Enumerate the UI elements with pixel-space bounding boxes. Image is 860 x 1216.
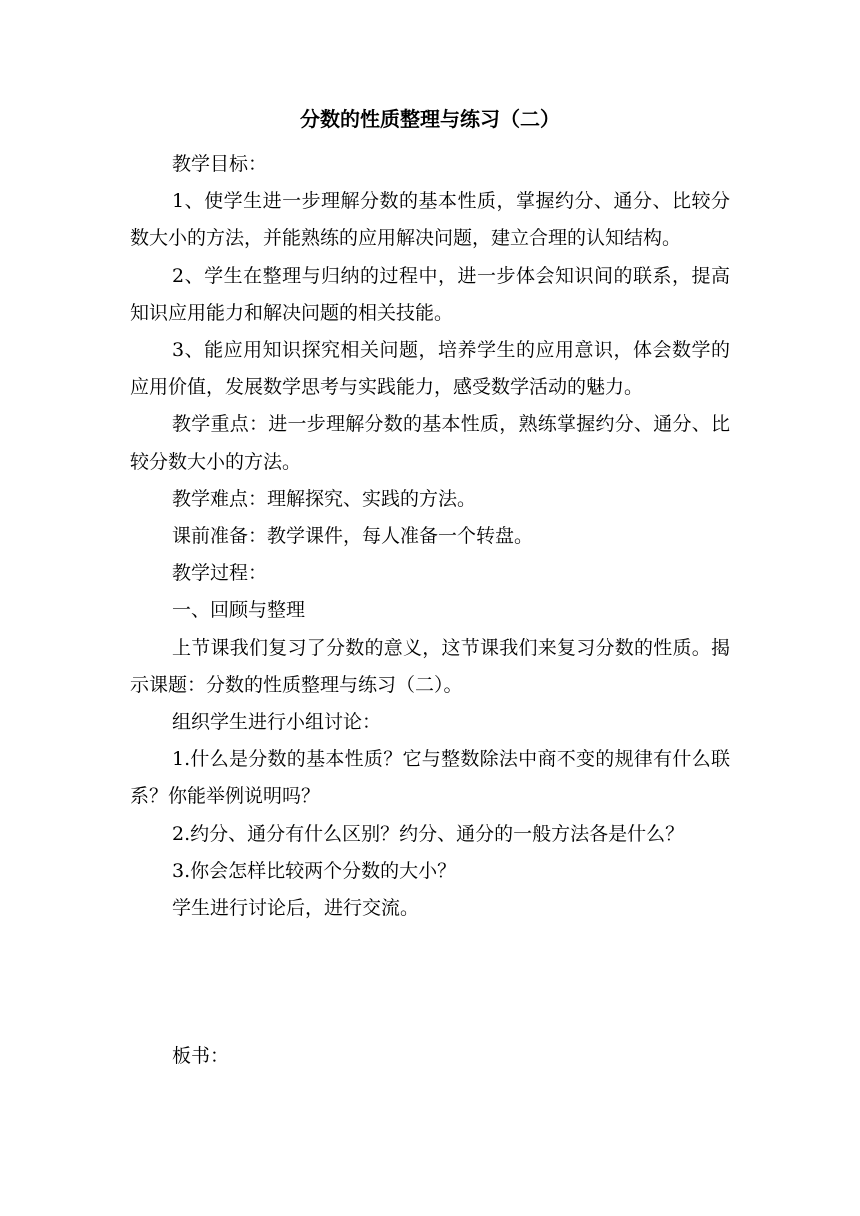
paragraph-objectives-heading: 教学目标： [172,153,268,175]
paragraph-discussion-heading: 组织学生进行小组讨论： [172,711,382,734]
paragraph-exchange: 学生进行讨论后，进行交流。 [172,897,420,920]
document-body [130,146,730,1075]
paragraph-objective-2: 2、学生在整理与归纳的过程中，进一步体会知识间的联系，提高知识应用能力和解决问题的相关技能。 [130,264,730,324]
paragraph-objective-1: 1、使学生进一步理解分数的基本性质，掌握约分、通分、比较分数大小的方法，并能熟练的应用解决问题，建立合理的认知结构。 [130,190,730,250]
paragraph-preparation: 课前准备：教学课件，每人准备一个转盘。 [172,525,534,548]
paragraph-intro: 上节课我们复习了分数的意义，这节课我们来复习分数的性质。揭示课题：分数的性质整理与练习（二）。 [130,636,730,696]
blank-space [130,927,730,1038]
paragraph-question-2: 2.约分、通分有什么区别？约分、通分的一般方法各是什么？ [172,822,685,845]
paragraph-section-review: 一、回顾与整理 [172,599,306,622]
board-label: 板书： [172,1045,230,1068]
document-title: 分数的性质整理与练习（二） [300,107,560,131]
paragraph-objective-3: 3、能应用知识探究相关问题，培养学生的应用意识，体会数学的应用价值，发展数学思考与实践能力，感受数学活动的魅力。 [130,339,730,399]
paragraph-key-points: 教学重点：进一步理解分数的基本性质，熟练掌握约分、通分、比较分数大小的方法。 [130,413,730,473]
paragraph-question-1: 1.什么是分数的基本性质？它与整数除法中商不变的规律有什么联系？你能举例说明吗？ [130,748,730,808]
paragraph-difficulties: 教学难点：理解探究、实践的方法。 [172,487,477,510]
paragraph-process-heading: 教学过程： [172,562,268,585]
paragraph-question-3: 3.你会怎样比较两个分数的大小？ [172,859,457,882]
